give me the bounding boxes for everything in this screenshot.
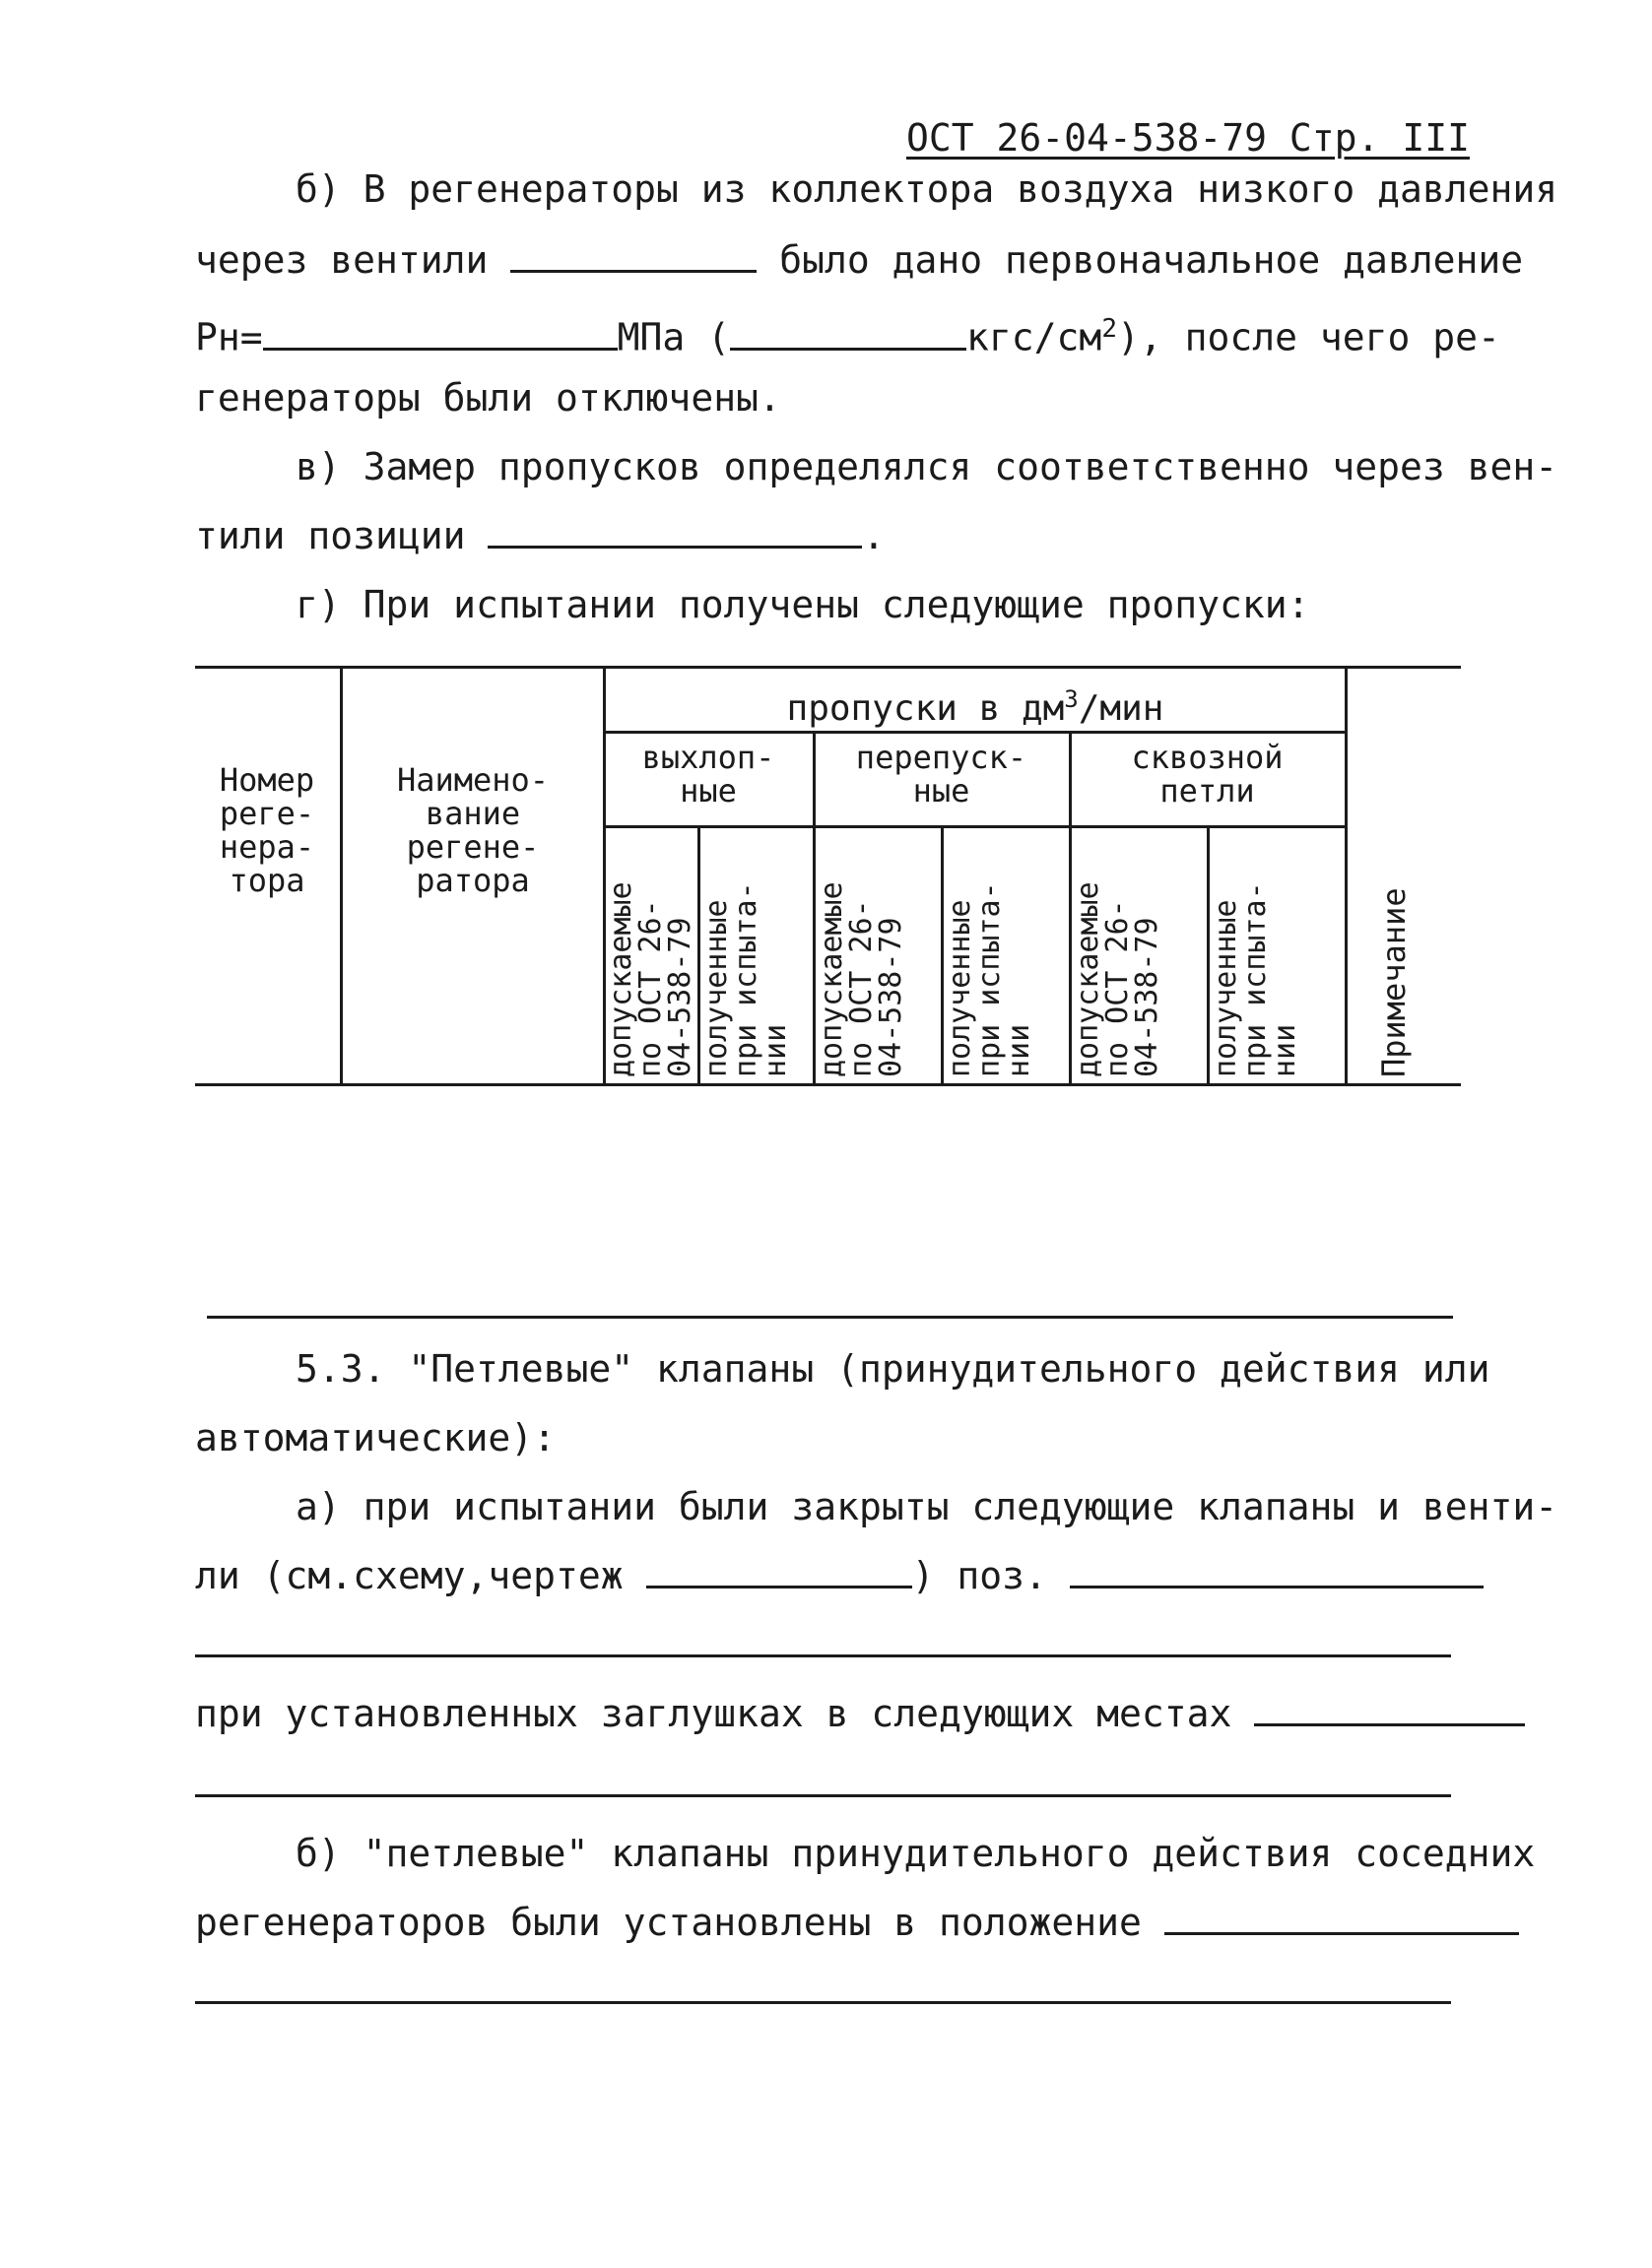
fill-line[interactable] bbox=[195, 2001, 1451, 2004]
document-header: ОСТ 26-04-538-79 Стр. III bbox=[906, 116, 1470, 160]
section-b-line1: б) В регенераторы из коллектора воздуха низкого давления bbox=[296, 167, 1558, 211]
col-note-header: Примечание bbox=[1375, 887, 1413, 1077]
c4-obtained-header: полученные при испыта- нии bbox=[943, 881, 1036, 1077]
section-b-line3: Рн= МПа ( кгс/$см^2$), после чего ре- bbox=[195, 314, 1500, 359]
table-top-border bbox=[195, 666, 1461, 669]
pressure-mpa-blank-field[interactable] bbox=[263, 318, 618, 351]
table-subgroup-divider bbox=[603, 825, 1347, 828]
valves-blank-field[interactable] bbox=[510, 240, 757, 273]
table-group-divider bbox=[603, 731, 1347, 734]
sub-exhaust-header: выхлоп- ные bbox=[641, 739, 775, 810]
section-53a-line1: а) при испытании были закрыты следующие клапаны и венти- bbox=[296, 1485, 1558, 1528]
c6-obtained-header: полученные при испыта- нии bbox=[1209, 881, 1302, 1077]
table-bottom-border bbox=[195, 1083, 1461, 1086]
table-vline bbox=[1345, 666, 1348, 1083]
section-b-line2: через вентили было дано первоначальное давление bbox=[195, 238, 1524, 282]
fill-line[interactable] bbox=[195, 1794, 1451, 1797]
c1-allowed-header: допускаемые по ОСТ 26- 04-538-79 bbox=[604, 881, 697, 1077]
table-end-rule bbox=[207, 1316, 1453, 1319]
col-number-header: Номер реге- нера- тора bbox=[219, 761, 315, 899]
section-53a-line2: ли (см.схему,чертеж ) поз. bbox=[195, 1554, 1484, 1597]
col-name-header: Наимено- вание регене- ратора bbox=[396, 761, 550, 899]
section-53b-line1: б) "петлевые" клапаны принудительного действия соседних bbox=[296, 1832, 1536, 1875]
position-blank-field-2[interactable] bbox=[1070, 1556, 1484, 1588]
leakage-group-header: пропуски в $дм^3$/мин bbox=[786, 685, 1164, 729]
position-blank-field[interactable] bbox=[488, 516, 862, 549]
section-g-line1: г) При испытании получены следующие пропуски: bbox=[296, 583, 1310, 626]
c2-obtained-header: полученные при испыта- нии bbox=[699, 881, 793, 1077]
table-vline bbox=[340, 666, 343, 1083]
section-53-line2: автоматические): bbox=[195, 1416, 557, 1459]
section-53a-line3: при установленных заглушках в следующих местах bbox=[195, 1692, 1525, 1735]
section-53-line1: 5.3. "Петлевые" клапаны (принудительного действия или bbox=[296, 1347, 1490, 1391]
plugs-blank-field[interactable] bbox=[1254, 1694, 1525, 1726]
section-53b-line2: регенераторов были установлены в положение bbox=[195, 1901, 1519, 1944]
sub-through-loop-header: сквозной петли bbox=[1131, 739, 1284, 810]
pressure-kgf-blank-field[interactable] bbox=[730, 318, 966, 351]
valve-position-blank-field[interactable] bbox=[1164, 1903, 1519, 1935]
c5-allowed-header: допускаемые по ОСТ 26- 04-538-79 bbox=[1071, 881, 1164, 1077]
c3-allowed-header: допускаемые по ОСТ 26- 04-538-79 bbox=[815, 881, 908, 1077]
section-b-line4: генераторы были отключены. bbox=[195, 376, 781, 420]
sub-bypass-header: перепуск- ные bbox=[855, 739, 1027, 810]
fill-line[interactable] bbox=[195, 1654, 1451, 1657]
drawing-blank-field[interactable] bbox=[646, 1556, 912, 1588]
section-v-line1: в) Замер пропусков определялся соответственно через вен- bbox=[296, 445, 1558, 488]
section-v-line2: тили позиции . bbox=[195, 514, 886, 557]
